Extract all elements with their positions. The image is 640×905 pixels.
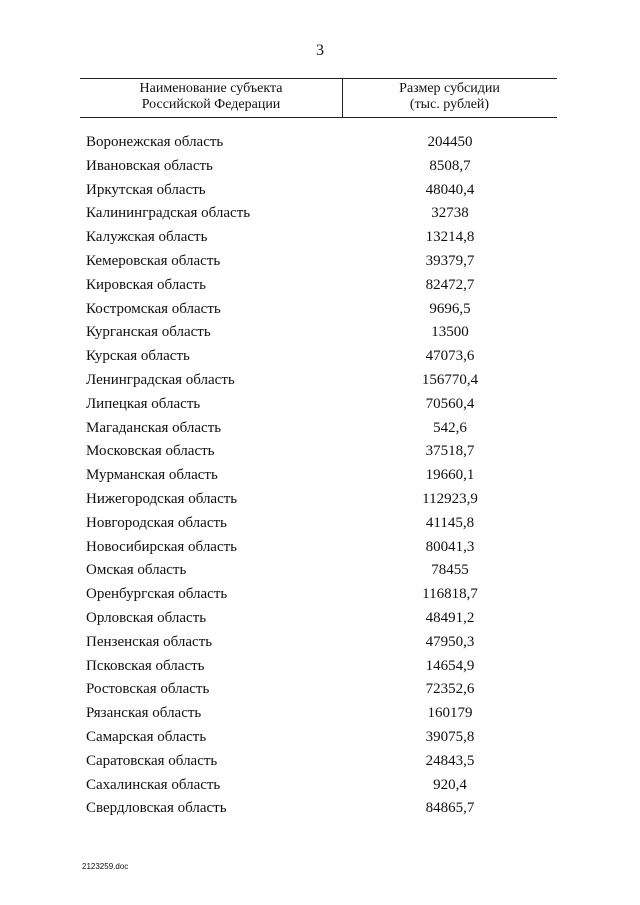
region-name: Калининградская область <box>86 205 251 222</box>
table-row <box>0 776 640 800</box>
subsidy-amount: 39075,8 <box>425 728 475 745</box>
subsidy-amount: 84865,7 <box>425 800 475 817</box>
table-row <box>0 609 640 633</box>
table-row <box>0 752 640 776</box>
table-header <box>80 78 557 118</box>
column-header-amount <box>342 81 557 113</box>
table-row <box>0 419 640 443</box>
subsidy-amount: 204450 <box>427 134 473 150</box>
region-name: Калужская область <box>86 229 208 246</box>
table-row <box>0 799 640 823</box>
subsidy-amount: 542,6 <box>433 419 467 436</box>
column-header-amount-line1: Размер субсидии <box>399 81 500 96</box>
region-name: Саратовская область <box>86 752 218 769</box>
subsidy-amount: 39379,7 <box>425 252 475 269</box>
region-name: Рязанская область <box>86 705 202 722</box>
table-row <box>0 371 640 395</box>
table-row <box>0 657 640 681</box>
table-row <box>0 395 640 419</box>
subsidy-amount: 37518,7 <box>425 443 475 460</box>
table-row <box>0 252 640 276</box>
region-name: Липецкая область <box>86 395 201 412</box>
region-name: Омская область <box>86 562 187 579</box>
region-name: Мурманская область <box>86 467 218 484</box>
region-name: Костромская область <box>86 300 221 317</box>
region-name: Ростовская область <box>86 681 210 698</box>
table-row <box>0 680 640 704</box>
subsidy-amount: 41145,8 <box>425 514 475 531</box>
page-number: 3 <box>316 42 324 59</box>
column-header-amount-line2: (тыс. рублей) <box>409 97 490 112</box>
table-row <box>0 442 640 466</box>
subsidy-amount: 47073,6 <box>425 348 475 365</box>
table-row <box>0 538 640 562</box>
region-name: Орловская область <box>86 609 207 626</box>
column-header-region-line2: Российской Федерации <box>141 97 281 112</box>
table-row <box>0 204 640 228</box>
subsidy-amount: 9696,5 <box>429 300 471 317</box>
region-name: Кемеровская область <box>86 252 221 269</box>
table-row <box>0 228 640 252</box>
table-row <box>0 704 640 728</box>
table-row <box>0 728 640 752</box>
region-name: Иркутская область <box>86 181 206 198</box>
table-row <box>0 157 640 181</box>
table-row <box>0 466 640 490</box>
region-name: Магаданская область <box>86 419 222 436</box>
subsidy-amount: 19660,1 <box>425 467 475 484</box>
region-name: Ленинградская область <box>86 371 235 388</box>
region-name: Свердловская область <box>86 800 227 817</box>
table-row <box>0 300 640 324</box>
table-row <box>0 347 640 371</box>
table-row <box>0 323 640 347</box>
table-row <box>0 181 640 205</box>
subsidy-amount: 78455 <box>431 562 469 579</box>
table-body <box>0 133 640 823</box>
subsidy-amount: 32738 <box>431 205 469 222</box>
subsidy-amount: 13500 <box>431 324 469 341</box>
table-row <box>0 133 640 157</box>
region-name: Ивановская область <box>86 157 213 174</box>
table-row <box>0 276 640 300</box>
document-id: 2123259.doc <box>82 862 129 871</box>
subsidy-amount: 14654,9 <box>425 657 475 674</box>
subsidy-amount: 920,4 <box>433 776 467 793</box>
subsidy-amount: 82472,7 <box>425 276 475 293</box>
region-name: Новосибирская область <box>86 538 238 555</box>
region-name: Псковская область <box>86 657 205 674</box>
region-name: Воронежская область <box>86 134 224 150</box>
subsidy-amount: 160179 <box>427 705 473 722</box>
table-row <box>0 585 640 609</box>
region-name: Оренбургская область <box>86 586 228 603</box>
region-name: Пензенская область <box>86 633 213 650</box>
region-name: Самарская область <box>86 728 207 745</box>
region-name: Сахалинская область <box>86 776 221 793</box>
subsidy-amount: 48491,2 <box>425 609 475 626</box>
region-name: Курганская область <box>86 324 211 341</box>
table-row <box>0 561 640 585</box>
region-name: Московская область <box>86 443 215 460</box>
subsidy-amount: 80041,3 <box>425 538 475 555</box>
column-header-region <box>80 81 342 113</box>
table-row <box>0 633 640 657</box>
subsidy-amount: 156770,4 <box>421 371 479 388</box>
region-name: Нижегородская область <box>86 490 238 507</box>
subsidy-amount: 47950,3 <box>425 633 475 650</box>
region-name: Курская область <box>86 348 190 365</box>
subsidy-amount: 70560,4 <box>425 395 475 412</box>
subsidy-amount: 116818,7 <box>422 586 478 603</box>
subsidy-amount: 8508,7 <box>429 157 471 174</box>
region-name: Кировская область <box>86 276 207 293</box>
subsidy-amount: 112923,9 <box>422 490 478 507</box>
subsidy-amount: 48040,4 <box>425 181 475 198</box>
column-header-region-line1: Наименование субъекта <box>139 81 283 96</box>
table-row <box>0 490 640 514</box>
subsidy-amount: 13214,8 <box>425 229 475 246</box>
subsidy-amount: 72352,6 <box>425 681 475 698</box>
subsidy-amount: 24843,5 <box>425 752 475 769</box>
region-name: Новгородская область <box>86 514 227 531</box>
table-row <box>0 514 640 538</box>
